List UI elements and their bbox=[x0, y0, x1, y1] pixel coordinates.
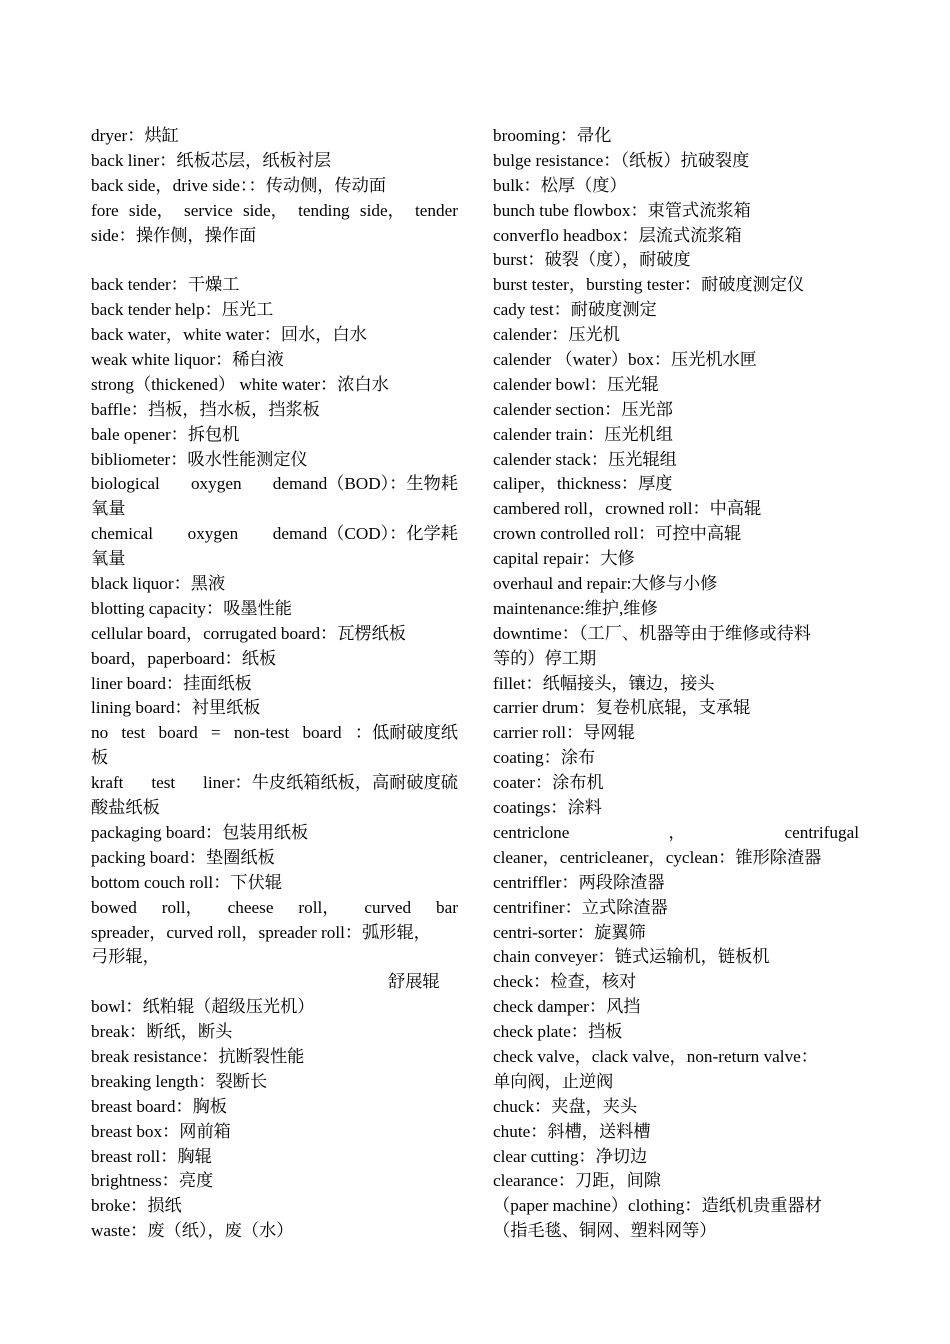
glossary-line: burst：破裂（度），耐破度 bbox=[493, 250, 691, 270]
glossary-line: check damper：风挡 bbox=[493, 997, 641, 1017]
glossary-line: bowl：纸粕辊（超级压光机） bbox=[91, 997, 315, 1017]
glossary-line: clearance：刀距，间隙 bbox=[493, 1171, 661, 1191]
glossary-line: 单向阀，止逆阀 bbox=[493, 1071, 614, 1091]
glossary-line: 氧量 bbox=[91, 499, 126, 519]
glossary-line: centrifiner：立式除渣器 bbox=[493, 897, 668, 917]
glossary-line: biological oxygen demand（BOD）：生物耗 bbox=[91, 474, 458, 494]
glossary-line: centriclone ， centrifugal bbox=[493, 822, 859, 842]
glossary-line: cellular board，corrugated board：瓦楞纸板 bbox=[91, 623, 406, 643]
glossary-line: 氧量 bbox=[91, 549, 126, 569]
glossary-line: 舒展辊 bbox=[388, 972, 440, 992]
glossary-line: back side，drive side：：传动侧，传动面 bbox=[91, 175, 387, 195]
glossary-line: packing board：垫圈纸板 bbox=[91, 847, 275, 867]
glossary-line: fore side， service side， tending side， tender bbox=[91, 200, 458, 220]
glossary-line: brooming：帚化 bbox=[493, 126, 612, 145]
glossary-line: converflo headbox：层流式流浆箱 bbox=[493, 225, 742, 245]
glossary-line: carrier roll：导网辊 bbox=[493, 723, 635, 743]
glossary-line: （指毛毯、铜网、塑料网等） bbox=[493, 1221, 717, 1241]
glossary-line: calender：压光机 bbox=[493, 325, 620, 345]
glossary-line: maintenance:维护,维修 bbox=[493, 598, 658, 618]
glossary-line: cambered roll，crowned roll：中高辊 bbox=[493, 499, 762, 519]
glossary-line: breast board：胸板 bbox=[91, 1096, 228, 1116]
glossary-line: 等的）停工期 bbox=[493, 648, 597, 668]
glossary-line: fillet：纸幅接头，镶边，接头 bbox=[493, 673, 715, 693]
glossary-line: calender train：压光机组 bbox=[493, 424, 673, 444]
glossary-line: bulge resistance：（纸板）抗破裂度 bbox=[493, 150, 750, 170]
glossary-line: board，paperboard：纸板 bbox=[91, 648, 277, 668]
glossary-line: spreader，curved roll，spreader roll：弧形辊， bbox=[91, 922, 431, 942]
glossary-line: bale opener：拆包机 bbox=[91, 424, 240, 444]
glossary-line: cleaner，centricleaner，cyclean：锥形除渣器 bbox=[493, 847, 822, 867]
glossary-line: liner board：挂面纸板 bbox=[91, 673, 252, 693]
glossary-line: capital repair：大修 bbox=[493, 549, 635, 569]
glossary-line: carrier drum：复卷机底辊，支承辊 bbox=[493, 698, 751, 718]
glossary-line: 酸盐纸板 bbox=[91, 798, 160, 818]
glossary-line: check：检查，核对 bbox=[493, 972, 637, 992]
glossary-line: （paper machine）clothing：造纸机贵重器材 bbox=[493, 1196, 822, 1216]
glossary-line: calender section：压光部 bbox=[493, 399, 673, 419]
glossary-line: broke：损纸 bbox=[91, 1196, 182, 1216]
glossary-line: brightness：亮度 bbox=[91, 1171, 214, 1191]
glossary-line: cady test：耐破度测定 bbox=[493, 300, 657, 320]
glossary-line: caliper，thickness：厚度 bbox=[493, 474, 673, 494]
glossary-line: chemical oxygen demand（COD）：化学耗 bbox=[91, 524, 458, 544]
glossary-line: bottom couch roll：下伏辊 bbox=[91, 872, 282, 892]
glossary-line: calender stack：压光辊组 bbox=[493, 449, 677, 469]
glossary-line: back liner：纸板芯层，纸板衬层 bbox=[91, 150, 332, 170]
glossary-line: bulk：松厚（度） bbox=[493, 175, 627, 195]
right-column bbox=[493, 124, 859, 1244]
glossary-line: break：断纸，断头 bbox=[91, 1022, 233, 1042]
glossary-line: strong（thickened） white water：浓白水 bbox=[91, 374, 389, 394]
glossary-line: no test board = non-test board ：低耐破度纸 bbox=[91, 723, 458, 743]
glossary-line: waste：废（纸），废（水） bbox=[91, 1221, 294, 1241]
glossary-line: black liquor：黑液 bbox=[91, 574, 226, 594]
glossary-line: blotting capacity：吸墨性能 bbox=[91, 598, 292, 618]
glossary-line: 板 bbox=[91, 748, 109, 768]
glossary-line: check valve，clack valve，non-return valve： bbox=[493, 1046, 818, 1066]
glossary-line: check plate：挡板 bbox=[493, 1022, 623, 1042]
glossary-line: weak white liquor：稀白液 bbox=[91, 350, 284, 370]
glossary-line: bowed roll， cheese roll， curved bar bbox=[91, 897, 458, 917]
glossary-line bbox=[91, 248, 458, 273]
glossary-line: kraft test liner：牛皮纸箱纸板，高耐破度硫 bbox=[91, 773, 458, 793]
glossary-line: downtime：（工厂、机器等由于维修或待料 bbox=[493, 623, 811, 643]
glossary-line: back water，white water：回水，白水 bbox=[91, 325, 367, 345]
glossary-line: bibliometer：吸水性能测定仪 bbox=[91, 449, 308, 469]
glossary-line: chuck：夹盘，夹头 bbox=[493, 1096, 638, 1116]
glossary-line: dryer：烘缸 bbox=[91, 126, 179, 145]
glossary-line: lining board：衬里纸板 bbox=[91, 698, 261, 718]
glossary-line: packaging board：包装用纸板 bbox=[91, 822, 309, 842]
glossary-line: breast roll：胸辊 bbox=[91, 1146, 212, 1166]
glossary-line: chute：斜槽，送料槽 bbox=[493, 1121, 651, 1141]
glossary-line: coatings：涂料 bbox=[493, 798, 602, 818]
glossary-line: burst tester，bursting tester：耐破度测定仪 bbox=[493, 275, 805, 295]
glossary-line: crown controlled roll：可控中高辊 bbox=[493, 524, 742, 544]
glossary-line: 弓形辊， bbox=[91, 947, 160, 967]
glossary-line: side：操作侧，操作面 bbox=[91, 225, 257, 245]
glossary-line: baffle：挡板，挡水板，挡浆板 bbox=[91, 399, 320, 419]
glossary-line: breaking length：裂断长 bbox=[91, 1071, 268, 1091]
glossary-line: bunch tube flowbox：束管式流浆箱 bbox=[493, 200, 751, 220]
glossary-line: breast box：网前箱 bbox=[91, 1121, 231, 1141]
glossary-line: calender （water）box：压光机水匣 bbox=[493, 350, 757, 370]
glossary-line: chain conveyer：链式运输机，链板机 bbox=[493, 947, 770, 967]
glossary-line: coater：涂布机 bbox=[493, 773, 604, 793]
glossary-line: clear cutting：净切边 bbox=[493, 1146, 648, 1166]
glossary-line: coating：涂布 bbox=[493, 748, 596, 768]
glossary-line: centriffler：两段除渣器 bbox=[493, 872, 665, 892]
glossary-line: back tender：干燥工 bbox=[91, 275, 240, 295]
glossary-line: back tender help：压光工 bbox=[91, 300, 274, 320]
glossary-line: calender bowl：压光辊 bbox=[493, 374, 659, 394]
glossary-line: overhaul and repair:大修与小修 bbox=[493, 574, 718, 594]
glossary-line: break resistance：抗断裂性能 bbox=[91, 1046, 305, 1066]
left-column bbox=[91, 124, 458, 1244]
glossary-line: centri-sorter：旋翼筛 bbox=[493, 922, 646, 942]
